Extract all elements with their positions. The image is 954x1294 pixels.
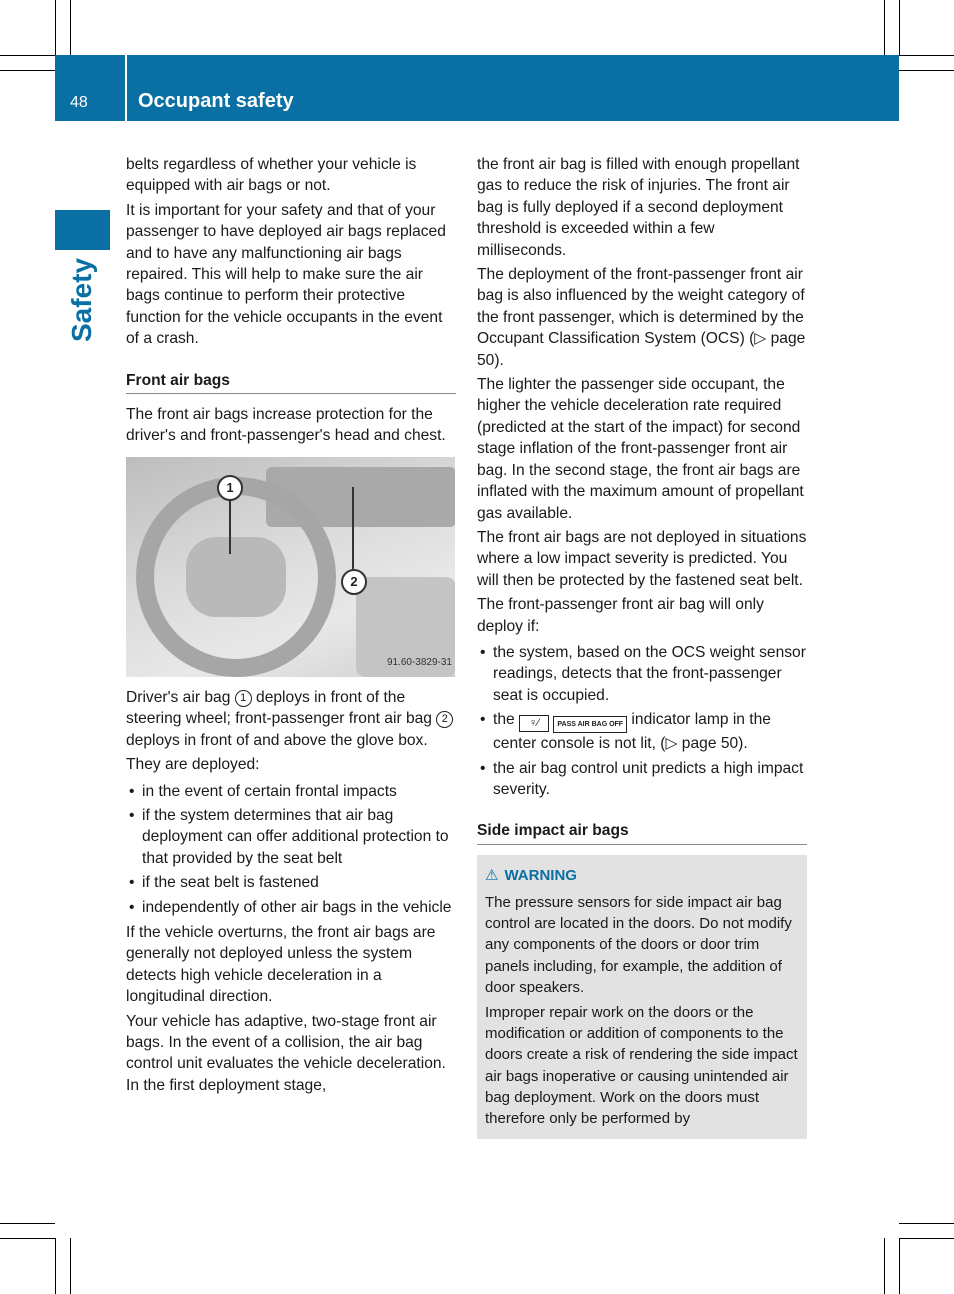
paragraph: If the vehicle overturns, the front air bags are generally not deployed unless the system detects high vehicle deceleration in a longitudinal direction. — [126, 923, 436, 1006]
paragraph: The front-passenger front air bag will only deploy if: — [477, 596, 764, 635]
list-item: • the air bag control unit predicts a high impact severity. — [477, 758, 807, 801]
callout-line — [229, 499, 231, 554]
list-item: • the system, based on the OCS weight sensor readings, detects that the front-passenger seat is occupied. — [477, 642, 807, 706]
paragraph: The lighter the passenger side occupant, the higher the vehicle deceleration rate required (predicted at the start of the impact) for second stage inflation of the front-passenger front air bag. In the second stage, the front air bags are inflated with the maximum amount of propellant gas available. — [477, 376, 804, 522]
crop-mark — [0, 55, 55, 56]
bullet-list — [126, 781, 456, 918]
callout-2: 2 — [341, 569, 367, 595]
crop-mark — [0, 70, 55, 71]
callout-ref-2: 2 — [436, 711, 453, 728]
list-item: • the ♀⁄ PASS AIR BAG OFF indicator lamp in the center console is not lit, (▷ page 50). — [477, 709, 807, 754]
crop-mark — [0, 1238, 55, 1239]
crop-mark — [70, 0, 71, 55]
paragraph: the front air bag is filled with enough propellant gas to reduce the risk of injuries. The front air bag is fully deployed if a second deployment threshold is exceeded within a few milliseconds. — [477, 156, 800, 259]
paragraph: Your vehicle has adaptive, two-stage front air bags. In the event of a collision, the air bag control unit evaluates the vehicle deceleration. In the first deployment stage, — [126, 1012, 446, 1094]
crop-mark — [0, 1223, 55, 1224]
header-divider — [125, 55, 127, 121]
paragraph: The front air bags increase protection for the driver's and front-passenger's head and chest. — [126, 406, 446, 445]
list-item: • in the event of certain frontal impacts — [126, 781, 456, 802]
crop-mark — [899, 70, 954, 71]
paragraph: They are deployed: — [126, 756, 260, 774]
figure-code: 91.60-3829-31 — [386, 657, 452, 669]
crop-mark — [899, 0, 900, 55]
section-heading-front-air-bags: Front air bags — [126, 370, 456, 394]
paragraph: belts regardless of whether your vehicle is equipped with air bags or not. — [126, 156, 417, 195]
list-item: • if the system determines that air bag deployment can offer additional protection to that provided by the seat belt — [126, 805, 456, 869]
crop-mark — [55, 0, 56, 55]
callout-1: 1 — [217, 475, 243, 501]
paragraph: The deployment of the front-passenger front air bag is also influenced by the weight category of the front passenger, which is determined by the Occupant Classification System (OCS) (▷ page 50). — [477, 266, 806, 369]
crop-mark — [884, 1238, 885, 1294]
steering-hub-shape — [186, 537, 286, 617]
crop-mark — [899, 1238, 954, 1239]
side-tab-marker — [55, 210, 110, 250]
seat-occupant-icon: ♀⁄ — [519, 715, 549, 732]
callout-line — [352, 487, 354, 569]
warning-title: ⚠ WARNING — [485, 865, 799, 886]
steering-wheel-photo — [126, 457, 455, 677]
list-item: • if the seat belt is fastened — [126, 872, 456, 893]
warning-paragraph: The pressure sensors for side impact air bag control are located in the doors. Do not modify any components of the doors or door trim panels including, for example, the addition of door speakers. — [485, 893, 792, 996]
crop-mark — [70, 1238, 71, 1294]
warning-box — [477, 855, 807, 1139]
warning-paragraph: Improper repair work on the doors or the modification or addition of components to the doors create a risk of rendering the side impact air bags inoperative or causing unintended air bag deployment. Work on the doors must therefore only be performed by — [485, 1004, 798, 1128]
page-title: Occupant safety — [138, 90, 294, 112]
warning-icon: ⚠ — [485, 866, 499, 884]
section-heading-side-impact-air-bags: Side impact air bags — [477, 820, 807, 844]
crop-mark — [55, 1238, 56, 1294]
crop-mark — [884, 0, 885, 55]
left-column — [126, 154, 456, 1099]
figure-caption: Driver's air bag 1 deploys in front of the steering wheel; front-passenger front air bag 2 deploys in front of and above the glove box. — [126, 687, 456, 751]
crop-mark — [899, 55, 954, 56]
bullet-list — [477, 642, 807, 800]
side-tab-label: Safety — [66, 257, 97, 343]
page-number: 48 — [70, 94, 88, 111]
right-column — [477, 154, 807, 1139]
paragraph: The front air bags are not deployed in situations where a low impact severity is predicted. You will then be protected by the fastened seat belt. — [477, 528, 807, 589]
crop-mark — [899, 1238, 900, 1294]
callout-ref-1: 1 — [235, 690, 252, 707]
crop-mark — [899, 1223, 954, 1224]
pass-air-bag-off-icon: PASS AIR BAG OFF — [553, 716, 627, 733]
paragraph: It is important for your safety and that of your passenger to have deployed air bags replaced and to have any malfunctioning air bags repaired. This will help to make sure the air bags continue to perform their protective function for the vehicle occupants in the event of a crash. — [126, 201, 446, 348]
list-item: • independently of other air bags in the vehicle — [126, 897, 456, 918]
